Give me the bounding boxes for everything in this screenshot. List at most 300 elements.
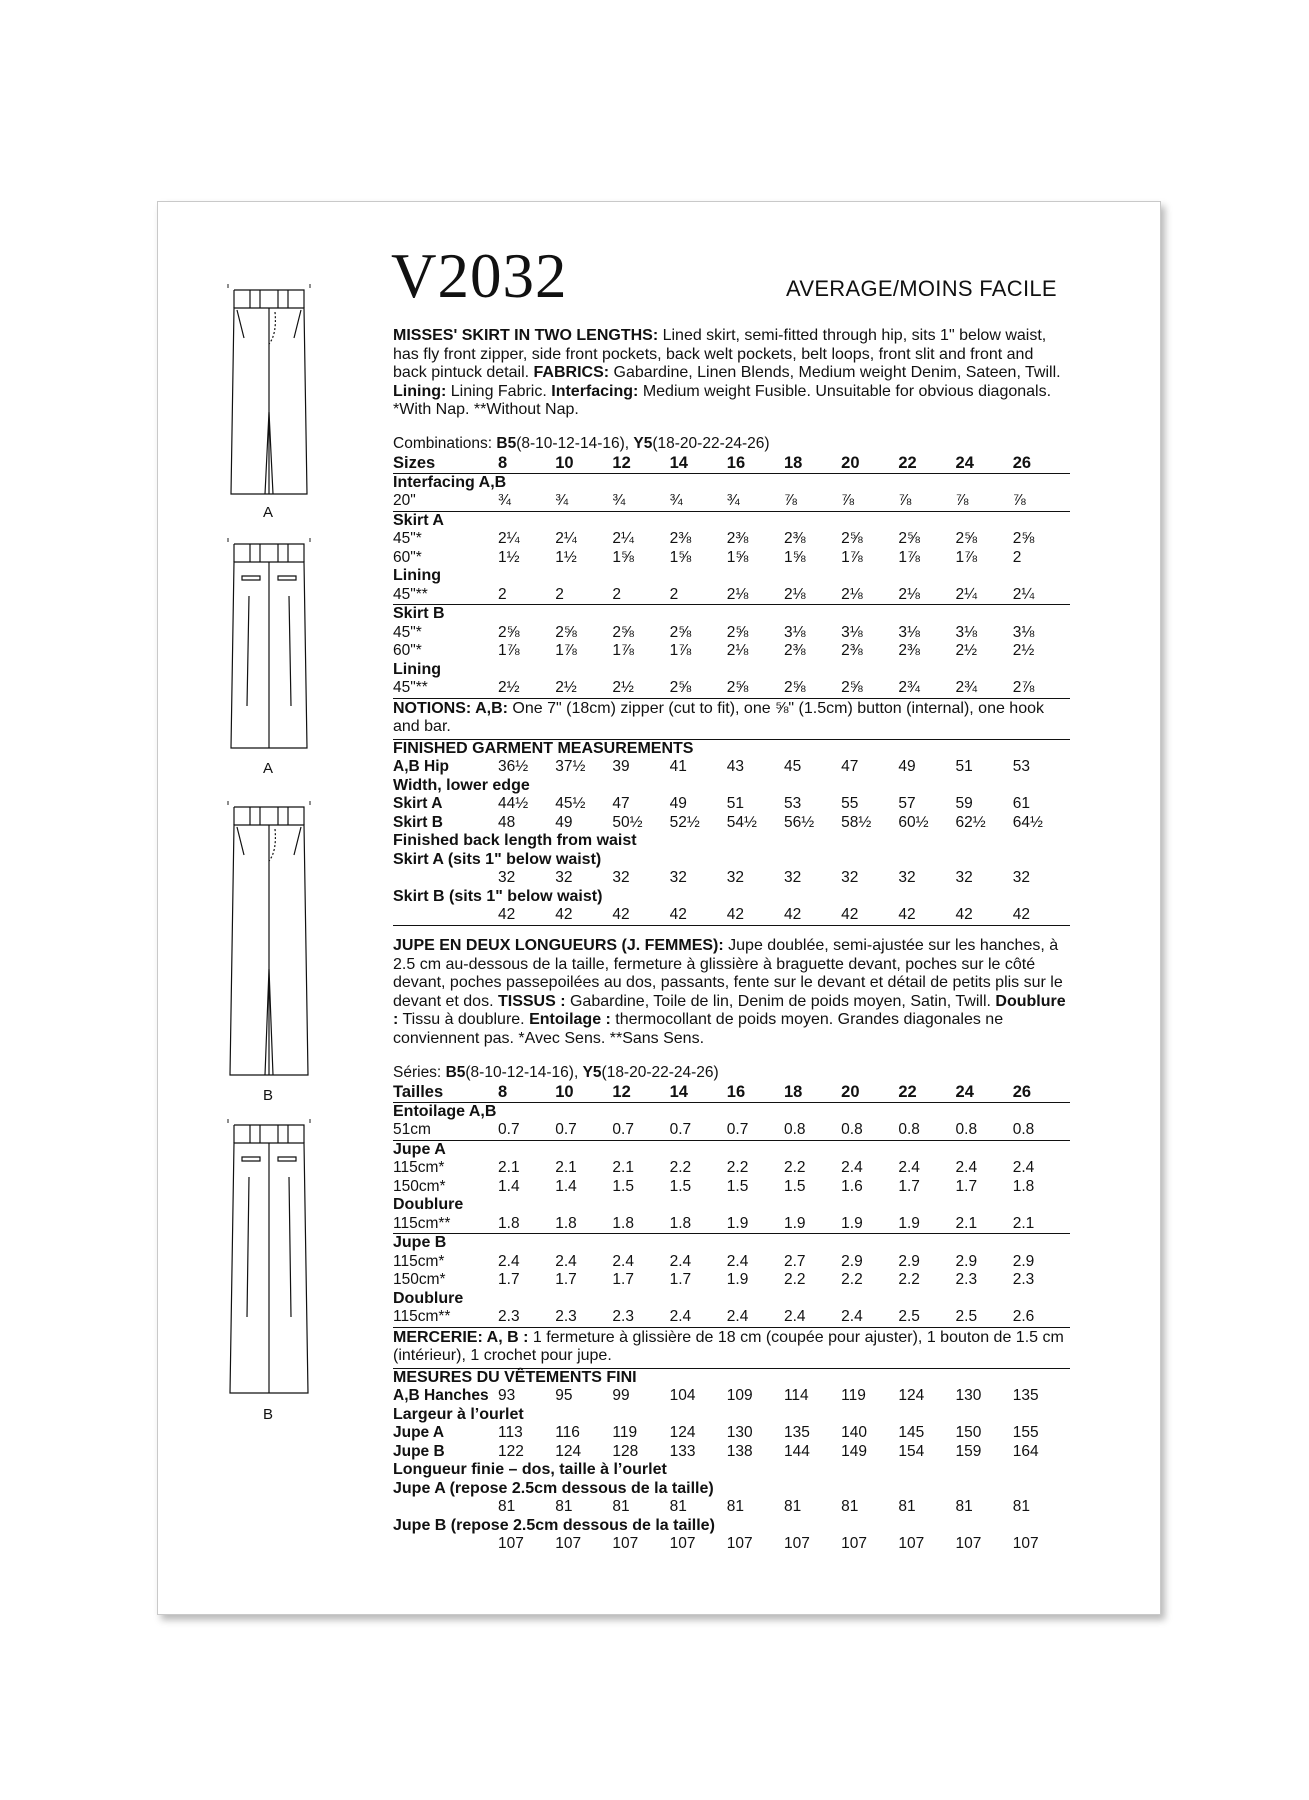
cell-value: 1.9 [841,1215,898,1234]
cell-value: 42 [1013,906,1070,925]
cell-value: 42 [784,906,841,925]
cell-value: 2.9 [1012,1252,1035,1270]
cell-value: 48 [498,813,516,831]
section-heading-row [393,851,1070,870]
cell-value: 39 [612,758,630,776]
cell-value: 2⅜ [783,530,806,548]
cell-value: 1⅝ [726,548,749,566]
cell-value: 49 [555,813,573,831]
size-header: 20 [841,453,898,474]
cell-value: 3⅛ [898,623,920,641]
cell-value: 2.1 [956,1215,1013,1234]
table-row [393,1215,1070,1234]
section-heading: Finished back length from waist [393,832,637,850]
cell-value: 2.4 [841,1159,863,1177]
row-label: 115cm* [393,1159,445,1177]
cell-value: 2.9 [841,1252,863,1270]
cell-value: 1.5 [726,1177,749,1195]
cell-value: 1⅝ [612,548,634,566]
notions-row [393,698,1070,740]
table-row [393,869,1070,888]
table-row [393,1178,1070,1197]
row-label [393,1535,498,1554]
row-label [393,906,498,925]
cell-value: 116 [555,1424,580,1442]
row-label: 45"** [393,679,498,698]
row-label: A,B Hanches [393,1387,489,1405]
cell-value: 0.7 [670,1121,727,1140]
cell-value: ⅞ [898,492,955,511]
cell-value: 1.7 [669,1271,692,1289]
table-row [393,1498,1070,1517]
bold-text-segment: Entoilage : [529,1011,611,1029]
cell-value: 45½ [555,795,586,813]
section-heading: Width, lower edge [393,776,530,794]
section-heading: Jupe B [393,1234,447,1252]
cell-value: 107 [555,1535,582,1553]
cell-value: 50½ [612,813,643,831]
cell-value: ⅞ [1013,492,1070,511]
cell-value: 2½ [955,642,978,660]
table-row [393,1271,1070,1290]
sizes-header-row [393,1082,1070,1103]
text-segment: Medium weight Fusible. Unsuitable for obvious diagonals. *With Nap. **Without Nap. [393,382,1052,419]
bold-text-segment: B5 [445,1063,466,1081]
size-header: 12 [612,1082,669,1103]
cell-value: 1.4 [555,1177,577,1195]
section-heading: Skirt B [393,605,445,623]
section-heading-row [393,1290,1070,1309]
bold-text-segment: Y5 [633,434,653,452]
size-header: 22 [898,453,955,474]
cell-value: 2⅝ [841,679,898,698]
text-segment: (18-20-22-24-26) [601,1063,719,1081]
cell-value: 2.5 [956,1308,1013,1327]
cell-value: 135 [783,1424,810,1442]
cell-value: 1⅞ [612,642,634,660]
cell-value: 56½ [783,813,815,831]
row-label: 51cm [393,1121,498,1140]
cell-value: 53 [783,795,802,813]
cell-value: 1⅝ [669,548,692,566]
french-section [393,937,1070,1554]
cell-value: 42 [555,906,612,925]
skirt-b-back-drawing [220,1117,318,1397]
cell-value: 124 [898,1387,925,1405]
cell-value: 1.9 [898,1215,955,1234]
skirt-a-back-drawing [220,536,318,751]
cell-value: 2.4 [955,1159,978,1177]
table-row [393,492,1070,511]
cell-value: 81 [1012,1498,1030,1516]
cell-value: 1.9 [727,1215,784,1234]
cell-value: 2.2 [783,1271,806,1289]
cell-value: 2¼ [555,530,577,548]
cell-value: 54½ [726,813,757,831]
cell-value: 32 [841,869,859,887]
section-heading-row [393,777,1070,796]
table-row [393,1308,1070,1327]
row-label: 20" [393,492,498,511]
cell-value: 119 [841,1387,866,1405]
cell-value: 107 [955,1535,982,1553]
cell-value: 2 [612,586,669,605]
text-segment: One 7" (18cm) zipper (cut to fit), one ⅝" (1.5cm) button (internal), one hook and bar. [393,699,1044,736]
size-header: 14 [670,453,727,474]
cell-value: 47 [612,795,630,813]
cell-value: 1⅞ [841,548,863,566]
finished-title-row [393,740,1070,759]
section-heading: Jupe A (repose 2.5cm dessous de la taille) [393,1479,714,1497]
cell-value: 1⅞ [555,642,577,660]
cell-value: 81 [955,1498,973,1516]
table-row [393,679,1070,698]
cell-value: ¾ [612,492,669,511]
cell-value: 2⅝ [669,623,692,641]
cell-value: 3⅛ [955,623,978,641]
cell-value: 2.2 [898,1271,920,1289]
bold-text-segment: MISSES' SKIRT IN TWO LENGTHS: [393,327,659,344]
section-heading-row [393,567,1070,586]
text-segment: Gabardine, Linen Blends, Medium weight Denim, Sateen, Twill. [609,364,1061,382]
cell-value: 81 [669,1498,687,1516]
cell-value: 2.2 [726,1159,749,1177]
section-heading: Doublure [393,1289,464,1307]
cell-value: 2½ [1012,642,1035,660]
cell-value: 2⅛ [784,586,841,605]
cell-value: 1⅞ [498,642,520,660]
cell-value: 42 [956,906,1013,925]
section-heading: Interfacing A,B [393,473,507,491]
cell-value: ¾ [498,492,555,511]
table-row [393,586,1070,605]
cell-value: 0.8 [898,1121,955,1140]
figure-label: A [262,760,273,777]
cell-value: 55 [841,795,859,813]
cell-value: 47 [841,758,859,776]
cell-value: 2⅛ [898,586,955,605]
cell-value: 107 [841,1535,868,1553]
cell-value: 0.8 [956,1121,1013,1140]
french-yardage-table [393,1082,1070,1554]
row-label: 115cm** [393,1215,498,1234]
size-header: 12 [612,453,669,474]
cell-value: 2.4 [1012,1159,1035,1177]
cell-value: 2⅝ [670,679,727,698]
cell-value: 2.4 [898,1159,920,1177]
row-label: 115cm* [393,1252,445,1270]
cell-value: 60½ [898,813,929,831]
cell-value: 2.3 [555,1308,612,1327]
cell-value: 164 [1012,1442,1039,1460]
bold-text-segment: Interfacing: [551,382,639,400]
row-label: 45"* [393,530,422,548]
figure-label: A [262,504,273,521]
cell-value: 32 [555,869,573,887]
cell-value: 45 [783,758,802,776]
cell-value: 2.4 [555,1252,577,1270]
cell-value: 32 [726,869,745,887]
cell-value: 133 [669,1442,696,1460]
cell-value: 2⅜ [726,530,749,548]
cell-value: 1.8 [612,1215,669,1234]
cell-value: 2.1 [612,1159,634,1177]
table-row [393,1387,1070,1406]
cell-value: 0.8 [1013,1121,1070,1140]
cell-value: 95 [555,1387,573,1405]
cell-value: 62½ [955,813,986,831]
cell-value: 0.7 [612,1121,669,1140]
english-notions [393,699,1070,740]
bold-text-segment: NOTIONS: A,B: [393,699,508,717]
cell-value: 1.9 [726,1271,749,1289]
cell-value: 2¼ [498,530,520,548]
size-header: 16 [727,453,784,474]
finished-measurements-title: MESURES DU VÊTEMENTS FINI [393,1368,637,1386]
cell-value: 81 [726,1498,745,1516]
cell-value: 104 [669,1387,696,1405]
cell-value: 1.7 [612,1271,634,1289]
cell-value: 2¾ [898,679,955,698]
cell-value: 1.7 [498,1271,520,1289]
cell-value: 36½ [498,758,529,776]
cell-value: 2.1 [1013,1215,1070,1234]
cell-value: 1.7 [955,1177,978,1195]
text-segment: Lining Fabric. [446,382,552,400]
section-heading-row [393,1140,1070,1159]
cell-value: 81 [841,1498,859,1516]
cell-value: 53 [1012,758,1030,776]
cell-value: 49 [669,795,687,813]
cell-value: 93 [498,1387,516,1405]
cell-value: 2.9 [898,1252,920,1270]
section-heading-row [393,888,1070,907]
bold-text-segment: Doublure : [393,992,1066,1029]
text-segment: (18-20-22-24-26) [652,434,770,452]
cell-value: 2⅝ [898,530,920,548]
row-label [393,1498,498,1517]
cell-value: 2.2 [783,1159,806,1177]
cell-value: 42 [612,906,669,925]
cell-value: 2¼ [612,530,634,548]
row-label: Jupe B [393,1442,445,1460]
section-heading-row [393,511,1070,530]
row-label: A,B Hip [393,758,449,776]
cell-value: 2 [1012,548,1022,566]
cell-value: 0.8 [841,1121,898,1140]
cell-value: 2⅝ [841,530,863,548]
cell-value: 2.5 [898,1308,955,1327]
section-heading: Doublure [393,1196,464,1214]
cell-value: 51 [955,758,973,776]
cell-value: 37½ [555,758,586,776]
bold-text-segment: Lining: [393,382,447,400]
cell-value: 2.4 [670,1308,727,1327]
cell-value: 107 [669,1535,696,1553]
sizes-label: Tailles [393,1082,498,1103]
bold-text-segment: B5 [496,434,517,452]
cell-value: 2.4 [669,1252,692,1270]
cell-value: 2.4 [784,1308,841,1327]
cell-value: 2½ [612,679,669,698]
cell-value: 107 [726,1535,753,1553]
section-heading: Jupe A [393,1140,446,1158]
figure-label: B [262,1406,273,1423]
size-header: 8 [498,453,555,474]
cell-value: 122 [498,1442,524,1460]
text-segment: 1 fermeture à glissière de 18 cm (coupée pour ajuster), 1 bouton de 1.5 cm (intérieur), 1 crochet pour jupe. [393,1328,1064,1365]
cell-value: 1.8 [555,1215,612,1234]
row-label [393,869,498,888]
cell-value: 2⅝ [727,679,784,698]
cell-value: 52½ [669,813,700,831]
difficulty-level: AVERAGE/MOINS FACILE [786,276,1057,301]
text-segment: Séries: [393,1063,446,1081]
cell-value: 1⅞ [898,548,920,566]
french-description [393,937,1070,1049]
table-row [393,906,1070,925]
cell-value: 140 [841,1424,868,1442]
cell-value: 2.3 [1012,1271,1035,1289]
table-row [393,549,1070,568]
section-heading-row [393,473,1070,492]
cell-value: 2.4 [841,1308,898,1327]
cell-value: 2½ [498,679,555,698]
cell-value: 113 [498,1424,523,1442]
cell-value: 1.9 [784,1215,841,1234]
section-heading-row [393,1480,1070,1499]
text-segment: Tissu à doublure. [398,1011,530,1029]
text-segment: Jupe doublée, semi-ajustée sur les hanches, à 2.5 cm au-dessous de la taille, fermeture à glissière à braguette devant, poches sur le côté devant, poches passepoilées au dos, passants, fente sur le devant et détail de petits plis sur le devant et dos. [393,937,1063,1010]
table-row [393,1535,1070,1554]
section-heading: Skirt B (sits 1" below waist) [393,887,603,905]
table-row [393,1443,1070,1462]
section-heading-row [393,1196,1070,1215]
bold-text-segment: FABRICS: [533,364,610,382]
size-header: 26 [1013,453,1070,474]
cell-value: 1⅝ [783,548,806,566]
cell-value: 81 [498,1498,516,1516]
cell-value: 3⅛ [1012,623,1035,641]
text-segment: (8-10-12-14-16), [516,434,634,452]
cell-value: 2⅝ [498,623,520,641]
table-row [393,530,1070,549]
cell-value: 107 [612,1535,639,1553]
cell-value: 114 [783,1387,809,1405]
row-label: 45"** [393,586,498,605]
cell-value: 128 [612,1442,639,1460]
cell-value: 159 [955,1442,982,1460]
bold-text-segment: TISSUS : [497,992,566,1010]
cell-value: 135 [1012,1387,1039,1405]
section-heading: Skirt A (sits 1" below waist) [393,850,602,868]
cell-value: 1.6 [841,1177,863,1195]
figure-label: B [262,1087,273,1104]
size-header: 22 [898,1082,955,1103]
cell-value: 1½ [555,548,577,566]
french-notions [393,1328,1070,1369]
section-heading: Largeur à l’ourlet [393,1405,524,1423]
section-heading: Entoilage A,B [393,1102,497,1120]
cell-value: 2⅝ [955,530,978,548]
size-header: 18 [784,453,841,474]
cell-value: 2⅝ [555,623,577,641]
cell-value: 2.4 [726,1252,749,1270]
cell-value: 124 [555,1442,582,1460]
cell-value: 42 [498,906,555,925]
finished-measurements-title: FINISHED GARMENT MEASUREMENTS [393,739,694,757]
cell-value: 2⅛ [841,586,898,605]
table-row [393,1159,1070,1178]
cell-value: 2¼ [1013,586,1070,605]
cell-value: 42 [841,906,898,925]
cell-value: 81 [898,1498,916,1516]
cell-value: 0.7 [498,1121,555,1140]
cell-value: 2⅞ [1013,679,1070,698]
bold-text-segment: JUPE EN DEUX LONGUEURS (J. FEMMES): [393,937,724,954]
section-heading-row [393,661,1070,680]
table-row [393,642,1070,661]
cell-value: 2⅜ [841,642,863,660]
finished-title-row [393,1369,1070,1388]
cell-value: 2⅝ [726,623,749,641]
row-label: 60"* [393,548,422,566]
cell-value: 0.8 [784,1121,841,1140]
cell-value: 154 [898,1442,925,1460]
cell-value: 0.7 [555,1121,612,1140]
cell-value: 3⅛ [783,623,806,641]
section-heading: Longueur finie – dos, taille à l’ourlet [393,1461,667,1479]
cell-value: 59 [955,795,973,813]
cell-value: 2⅝ [612,623,634,641]
text-segment: thermocollant de poids moyen. Grandes diagonales ne conviennent pas. *Avec Sens. **Sans Sens. [393,1011,1004,1047]
cell-value: ¾ [670,492,727,511]
english-description [393,327,1070,420]
cell-value: 1.5 [612,1177,634,1195]
cell-value: 2.2 [841,1271,863,1289]
cell-value: 2 [498,586,555,605]
cell-value: 2⅛ [726,642,749,660]
cell-value: 2⅜ [898,642,920,660]
cell-value: 2.9 [955,1252,978,1270]
notions-row [393,1327,1070,1369]
cell-value: 107 [1012,1535,1039,1553]
cell-value: 2.6 [1013,1308,1070,1327]
size-header: 14 [670,1082,727,1103]
text-segment: Lined skirt, semi-fitted through hip, sits 1" below waist, has fly front zipper, side front pockets, back welt pockets, belt loops, front slit and front and back pintuck detail. [393,327,1047,382]
cell-value: 2¾ [956,679,1013,698]
cell-value: 0.7 [727,1121,784,1140]
cell-value: 2⅜ [669,530,692,548]
size-header: 18 [784,1082,841,1103]
cell-value: 32 [898,869,916,887]
cell-value: 1.7 [555,1271,577,1289]
cell-value: 51 [726,795,745,813]
size-header: 10 [555,1082,612,1103]
cell-value: 2.7 [783,1252,806,1270]
cell-value: 2 [555,586,612,605]
cell-value: 42 [727,906,784,925]
cell-value: 41 [669,758,687,776]
row-label: Skirt A [393,795,443,813]
size-header: 8 [498,1082,555,1103]
english-combinations [393,434,1070,453]
cell-value: 2.4 [727,1308,784,1327]
row-label: 115cm** [393,1308,498,1327]
cell-value: 1.8 [498,1215,555,1234]
row-label: 60"* [393,642,422,660]
section-heading-row [393,1102,1070,1121]
